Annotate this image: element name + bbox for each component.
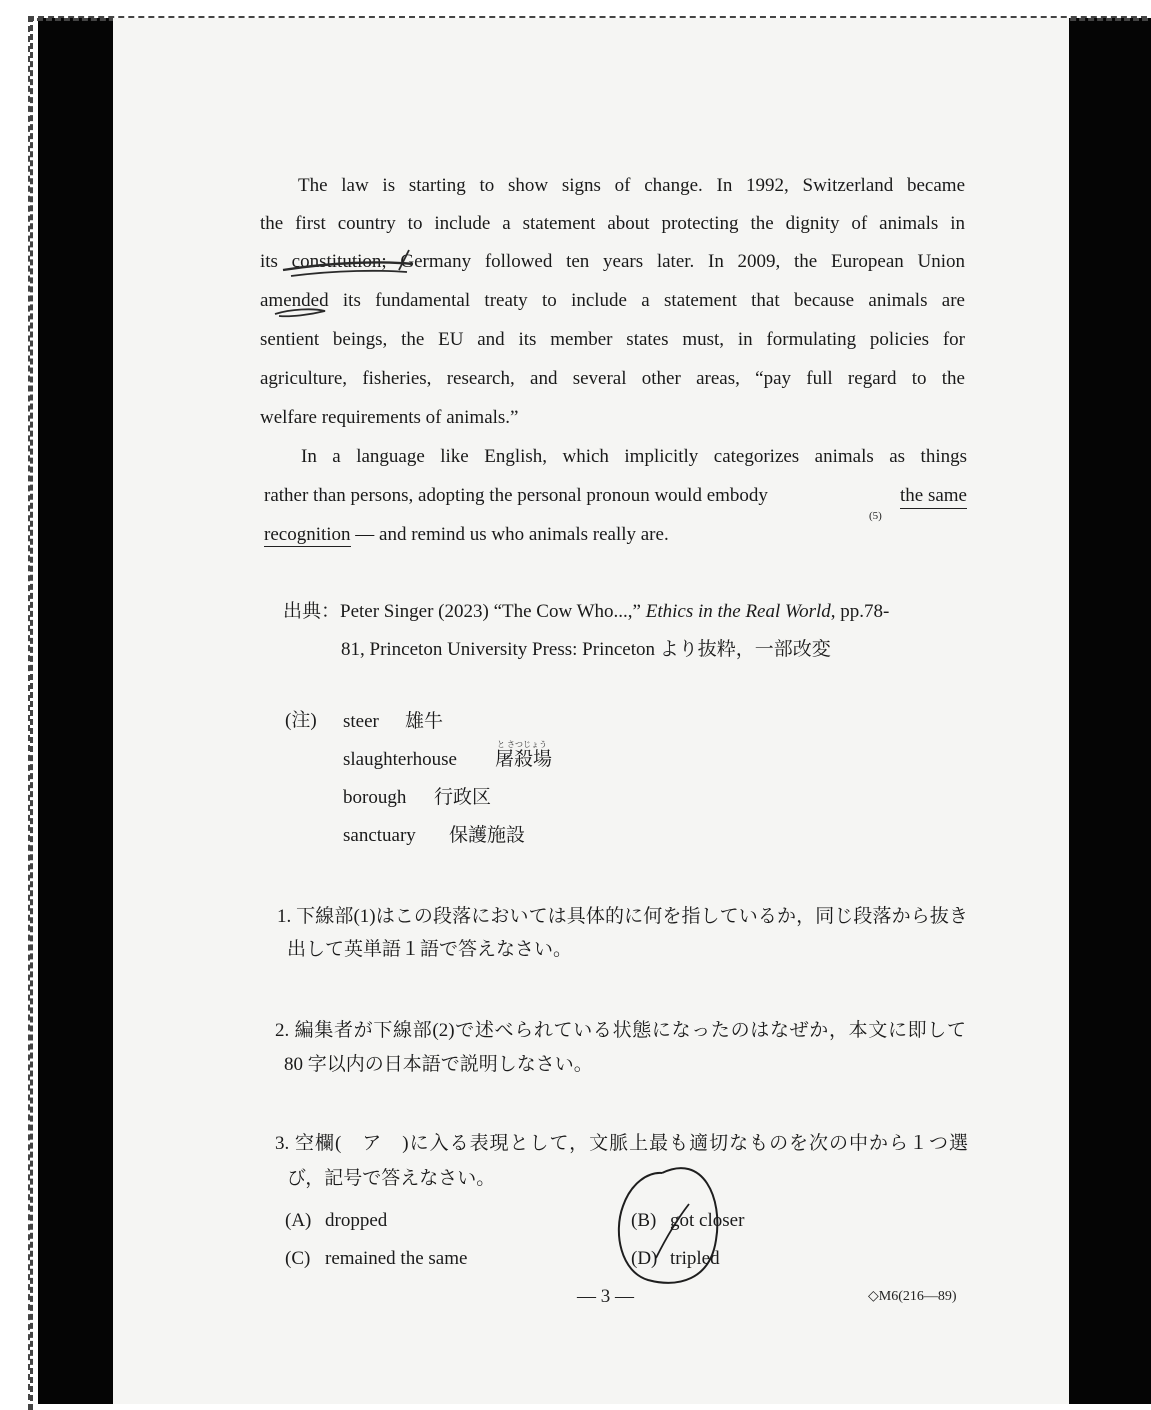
question-3: び，記号で答えなさい。 bbox=[287, 1168, 496, 1189]
question-2: 2. 編集者が下線部(2)で述べられている状態になったのはなぜか，本文に即して bbox=[275, 1020, 966, 1041]
crop-frame-left bbox=[28, 16, 33, 1410]
note-term: slaughterhouse bbox=[343, 749, 457, 770]
passage-text: — and remind us who animals really are. bbox=[350, 524, 669, 545]
passage-line: the first country to include a statement about protecting the dignity of animals in bbox=[260, 213, 965, 234]
note-term: sanctuary bbox=[343, 825, 416, 846]
note-meaning: 保護施設 bbox=[449, 825, 526, 846]
page-number: — 3 — bbox=[577, 1286, 634, 1307]
option-text: remained the same bbox=[325, 1248, 468, 1269]
note-meaning: 行政区 bbox=[434, 787, 492, 808]
source-text: , pp.78- bbox=[830, 601, 890, 622]
pen-underline-constitution bbox=[291, 271, 407, 276]
question-1: 出して英単語１語で答えなさい。 bbox=[287, 939, 573, 960]
underlined-phrase: the same bbox=[900, 485, 967, 509]
question-3: 3. 空欄( ア )に入る表現として，文脈上最も適切なものを次の中から１つ選 bbox=[275, 1133, 968, 1154]
option-text: got closer bbox=[670, 1210, 745, 1231]
option-label: (C) bbox=[285, 1248, 311, 1269]
option-label: (A) bbox=[285, 1210, 312, 1231]
exam-code: ◇M6(216—89) bbox=[868, 1289, 957, 1304]
note-meaning: 雄牛 bbox=[405, 711, 444, 732]
question-2: 80 字以内の日本語で説明しなさい。 bbox=[284, 1054, 593, 1075]
note-term: steer bbox=[343, 711, 379, 732]
pen-mark-amended bbox=[275, 309, 325, 316]
source-text: Peter Singer (2023) “The Cow Who...,” bbox=[340, 601, 646, 622]
passage-line: sentient beings, the EU and its member states must, in formulating policies for bbox=[260, 329, 965, 350]
option-label: (D) bbox=[631, 1248, 658, 1269]
answer-circle bbox=[619, 1168, 718, 1283]
note-ruby: と さつじょう bbox=[497, 740, 547, 749]
pen-underline-constitution bbox=[283, 262, 413, 270]
source-citation: 81, Princeton University Press: Princeton より抜粋，一部改変 bbox=[341, 639, 831, 660]
source-label: 出典： bbox=[283, 601, 341, 622]
passage-line: agriculture, fisheries, research, and several other areas, “pay full regard to the bbox=[260, 368, 965, 389]
note-term: borough bbox=[343, 787, 407, 808]
underlined-phrase: recognition bbox=[264, 524, 351, 545]
handwritten-marks bbox=[113, 18, 1069, 1404]
scan-border-right bbox=[1069, 18, 1151, 1404]
option-text: dropped bbox=[325, 1210, 388, 1231]
answer-slash bbox=[656, 1204, 689, 1258]
passage-line: amended its fundamental treaty to include a statement that because animals are bbox=[260, 290, 965, 311]
passage-line: welfare requirements of animals.” bbox=[260, 407, 519, 428]
passage-line: In a language like English, which implicitly categorizes animals as things bbox=[301, 446, 967, 467]
option-text: tripled bbox=[670, 1248, 720, 1269]
question-1: 1. 下線部(1)はこの段落においては具体的に何を指しているか，同じ段落から抜き bbox=[277, 906, 968, 927]
underline-number: (5) bbox=[869, 510, 882, 522]
note-meaning: 屠殺場 bbox=[495, 749, 553, 770]
exam-page bbox=[113, 18, 1069, 1404]
passage-line: The law is starting to show signs of change. In 1992, Switzerland became bbox=[298, 175, 965, 196]
scan-border-left bbox=[38, 18, 113, 1404]
pen-slash bbox=[399, 250, 409, 270]
passage-text: rather than persons, adopting the personal pronoun would embody bbox=[264, 485, 768, 506]
notes-label: (注) bbox=[285, 710, 317, 731]
option-label: (B) bbox=[631, 1210, 657, 1231]
passage-line: its constitution; Germany followed ten years later. In 2009, the European Union bbox=[260, 251, 965, 272]
source-book-title: Ethics in the Real World bbox=[645, 601, 831, 622]
